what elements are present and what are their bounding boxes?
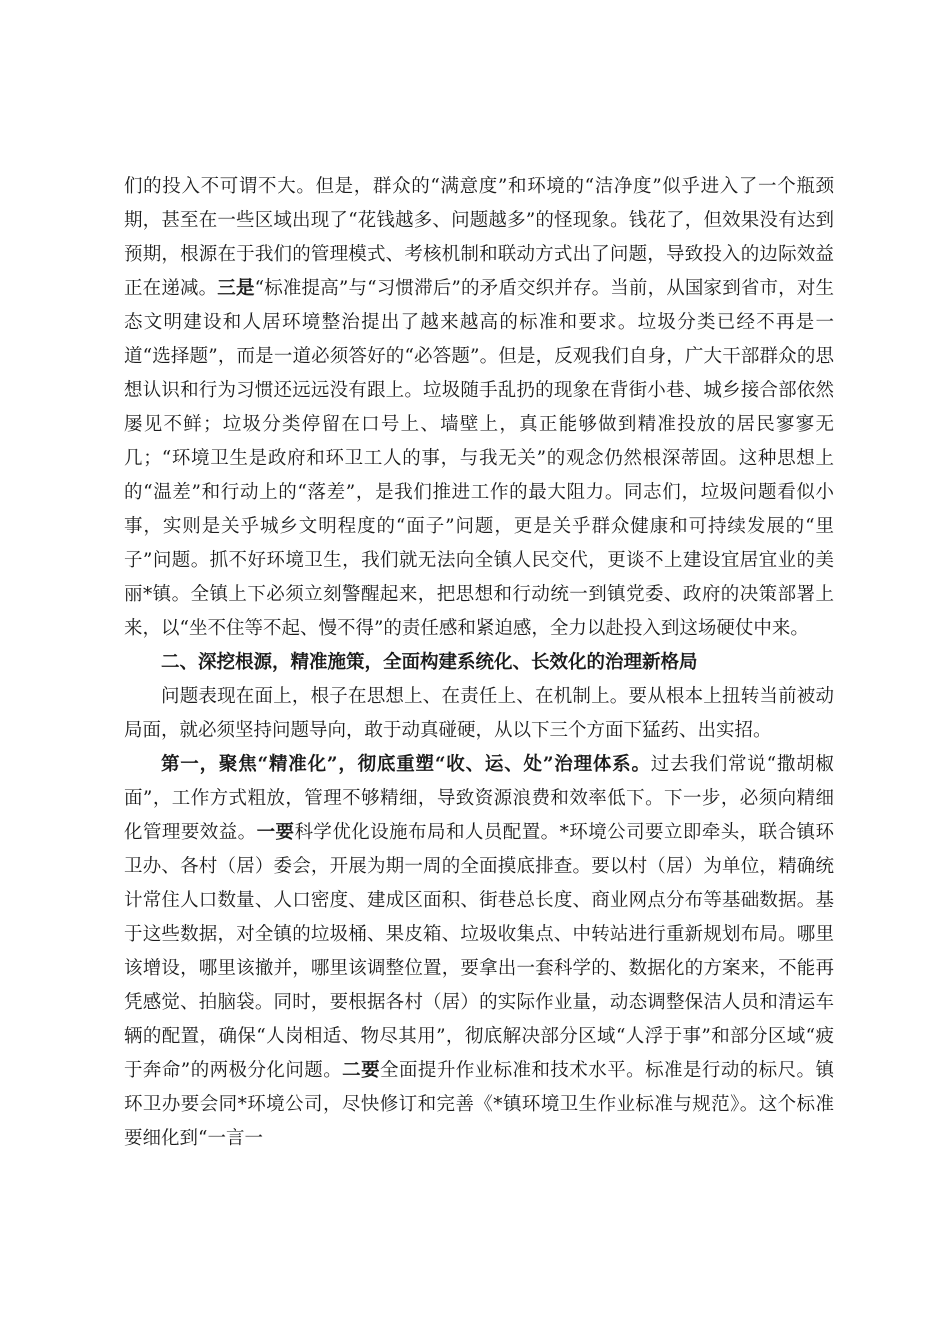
- paragraph-1-bold-three: 三是: [217, 278, 255, 299]
- paragraph-1: [124, 170, 834, 646]
- paragraph-1-text-a: 们的投入不可谓不大。但是，群众的“满意度”和环境的“洁净度”似乎进入了一个瓶颈期，甚至在一些区域出现了“花钱越多、问题越多”的怪现象。钱花了，但效果没有达到预期，根源在于我们的管理模式、考核机制和联动方式出了问题，导致投入的边际效益正在递减。: [124, 176, 834, 299]
- paragraph-3-text-d: 科学优化设施布局和人员配置。*环境公司要立即牵头，联合镇环卫办、各村（居）委会，开展为期一周的全面摸底排查。要以村（居）为单位，精确统计常住人口数量、人口密度、建成区面积、街巷总长度、商业网点分布等基础数据。基于这些数据，对全镇的垃圾桶、果皮箱、垃圾收集点、中转站进行重新规划布局。哪里该增设，哪里该撤并，哪里该调整位置，要拿出一套科学的、数据化的方案来，不能再凭感觉、拍脑袋。同时，要根据各村（居）的实际作业量，动态调整保洁人员和清运车辆的配置，确保“人岗相适、物尽其用”，彻底解决部分区域“人浮于事”和部分区域“疲于奔命”的两极分化问题。: [124, 822, 834, 1081]
- paragraph-3-bold-one: 一要: [256, 822, 295, 843]
- paragraph-3: [124, 748, 834, 1156]
- paragraph-3-text-b: 过去我们常说“撒胡椒面”，工作方式粗放，管理不够精细，导致资源浪费和效率低下。下一步，必须向精细化管理要效益。: [124, 754, 834, 843]
- paragraph-3-bold-two: 二要: [342, 1060, 381, 1081]
- paragraph-2: 问题表现在面上，根子在思想上、在责任上、在机制上。要从根本上扭转当前被动局面，就必须坚持问题导向，敢于动真碰硬，从以下三个方面下猛药、出实招。: [124, 686, 834, 741]
- paragraph-3-text-f: 全面提升作业标准和技术水平。标准是行动的标尺。镇环卫办要会同*环境公司，尽快修订和完善《*镇环境卫生作业标准与规范》。这个标准要细化到“一言一: [124, 1060, 834, 1149]
- section-heading-2: 二、深挖根源，精准施策，全面构建系统化、长效化的治理新格局: [161, 652, 698, 673]
- document-body: [124, 170, 834, 1156]
- paragraph-3-bold-lead: 第一，聚焦“精准化”，彻底重塑“收、运、处”治理体系。: [161, 754, 651, 775]
- paragraph-1-text-c: “标准提高”与“习惯滞后”的矛盾交织并存。当前，从国家到省市，对生态文明建设和人居环境整治提出了越来越高的标准和要求。垃圾分类已经不再是一道“选择题”，而是一道必须答好的“必答题”。但是，反观我们自身，广大干部群众的思想认识和行为习惯还远远没有跟上。垃圾随手乱扔的现象在背街小巷、城乡接合部依然屡见不鲜；垃圾分类停留在口号上、墙壁上，真正能够做到精准投放的居民寥寥无几；“环境卫生是政府和环卫工人的事，与我无关”的观念仍然根深蒂固。这种思想上的“温差”和行动上的“落差”，是我们推进工作的最大阻力。同志们，垃圾问题看似小事，实则是关乎城乡文明程度的“面子”问题，更是关乎群众健康和可持续发展的“里子”问题。抓不好环境卫生，我们就无法向全镇人民交代，更谈不上建设宜居宜业的美丽*镇。全镇上下必须立刻警醒起来，把思想和行动统一到镇党委、政府的决策部署上来，以“坐不住等不起、慢不得”的责任感和紧迫感，全力以赴投入到这场硬仗中来。: [124, 278, 834, 639]
